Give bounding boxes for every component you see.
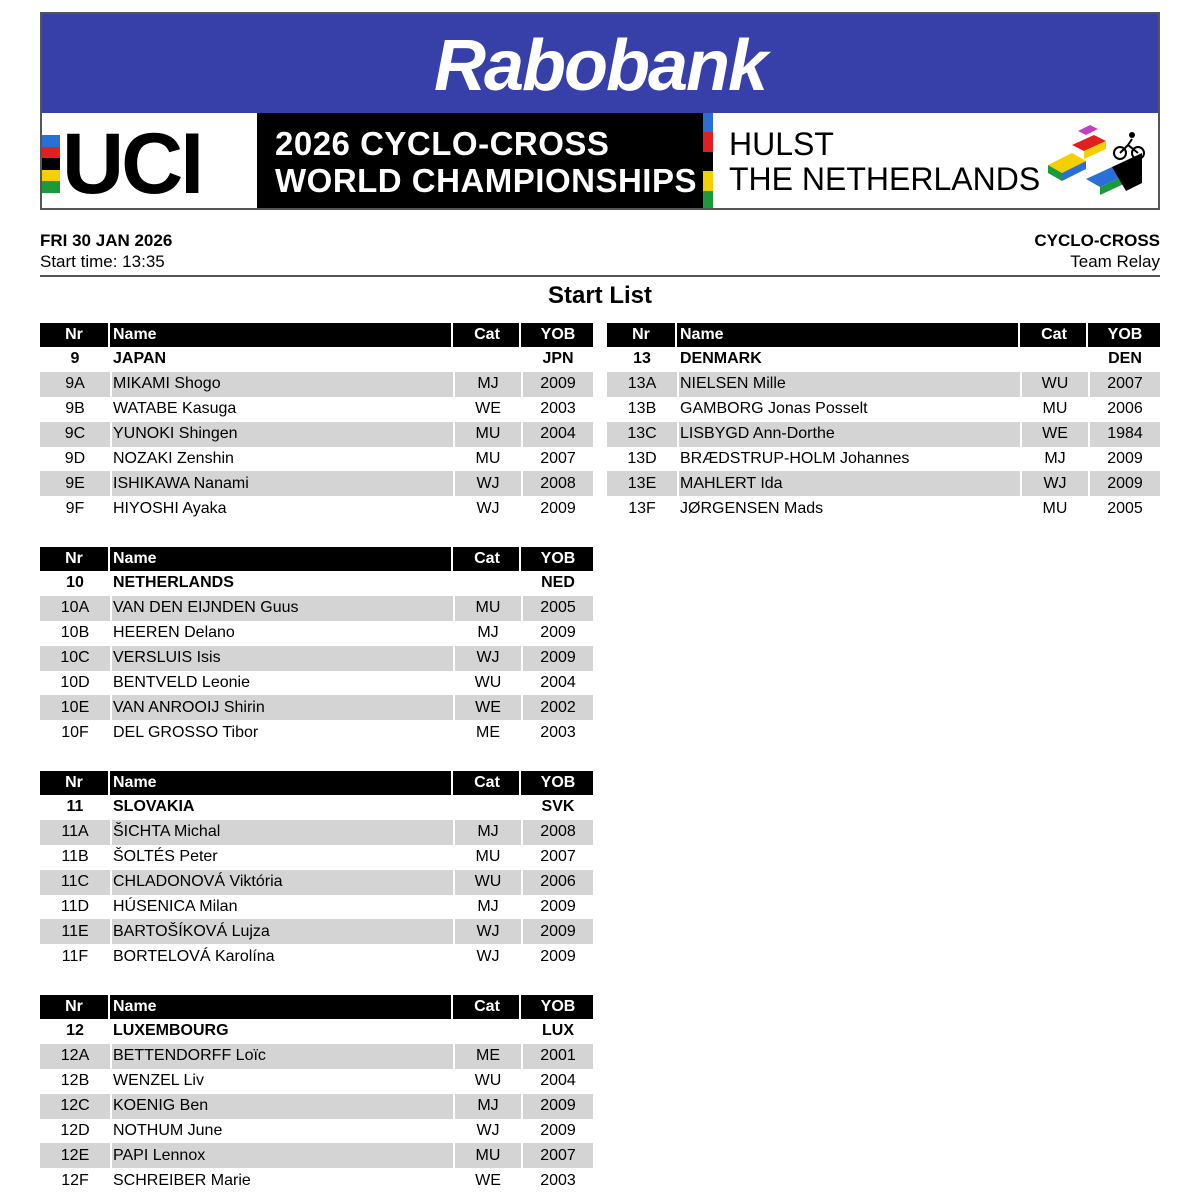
rider-yob: 2009 <box>540 649 576 667</box>
rider-yob: 2004 <box>540 674 576 691</box>
rider-row <box>40 720 593 745</box>
table-header <box>40 323 593 347</box>
rider-yob: 2009 <box>540 1097 576 1115</box>
rider-number: 9F <box>65 499 85 517</box>
team-name: SLOVAKIA <box>113 798 195 816</box>
rider-yob: 2008 <box>540 474 576 492</box>
column-separator <box>521 919 523 944</box>
rider-row <box>40 496 593 521</box>
rider-number: 11F <box>61 947 89 965</box>
rider-number: 9C <box>64 425 86 443</box>
rider-name: JØRGENSEN Mads <box>680 499 824 517</box>
rider-name: VERSLUIS Isis <box>113 649 221 667</box>
rider-category: MJ <box>1044 450 1066 467</box>
rider-name: YUNOKI Shingen <box>113 425 238 443</box>
rider-name: BETTENDORFF Loïc <box>113 1047 266 1065</box>
page-title: Start List <box>547 282 652 309</box>
rider-yob: 2009 <box>1107 474 1143 492</box>
column-header-name: Name <box>113 547 453 571</box>
rider-yob: 2009 <box>540 947 576 965</box>
rider-yob: 2007 <box>540 848 576 866</box>
rider-name: BORTELOVÁ Karolína <box>113 947 275 965</box>
column-separator <box>1020 372 1022 397</box>
rider-yob: 2008 <box>540 823 576 841</box>
column-separator <box>453 372 455 397</box>
rider-row <box>40 372 593 397</box>
column-header-nr: Nr <box>40 547 110 571</box>
rider-category: MU <box>475 599 501 617</box>
column-header-yob: YOB <box>540 550 576 567</box>
rider-name: NOTHUM June <box>113 1122 223 1139</box>
host-country: THE NETHERLANDS <box>729 161 1041 197</box>
column-separator <box>521 372 523 397</box>
rider-number: 12A <box>60 1047 90 1065</box>
column-separator <box>521 1094 523 1119</box>
team-row <box>40 795 593 820</box>
rider-name: NOZAKI Zenshin <box>113 450 234 467</box>
rider-yob: 2005 <box>540 599 576 617</box>
rider-name: BARTOŠÍKOVÁ Lujza <box>113 922 270 940</box>
rider-category: WU <box>474 674 502 691</box>
rider-yob: 2002 <box>540 698 576 716</box>
rider-category: MU <box>475 1146 501 1164</box>
rider-row <box>40 1143 593 1168</box>
rider-number: 9D <box>64 450 86 467</box>
column-separator <box>110 471 112 496</box>
rider-category: WU <box>474 1072 502 1090</box>
rider-category: MU <box>475 425 501 443</box>
rider-number: 10B <box>60 624 90 642</box>
rider-yob: 2001 <box>540 1047 576 1065</box>
column-header-cat: Cat <box>455 771 521 795</box>
rider-yob: 2005 <box>1107 499 1143 517</box>
column-separator <box>1020 471 1022 496</box>
rider-category: WE <box>475 698 501 716</box>
column-header-cat: Cat <box>455 323 521 347</box>
rider-category: ME <box>476 723 500 741</box>
start-time: Start time: 13:35 <box>40 252 165 271</box>
rider-row <box>607 397 1160 422</box>
rider-row <box>40 621 593 646</box>
rider-yob: 2009 <box>540 375 576 393</box>
rider-row <box>40 422 593 447</box>
rider-yob: 2009 <box>540 624 576 642</box>
rider-category: WJ <box>476 474 500 492</box>
rider-row <box>40 820 593 845</box>
event-date-block <box>40 230 172 272</box>
rider-row <box>40 596 593 621</box>
rider-row <box>40 919 593 944</box>
team-name: NETHERLANDS <box>113 574 234 592</box>
rider-row <box>607 471 1160 496</box>
rider-number: 13D <box>627 450 657 467</box>
rider-category: WJ <box>476 922 500 940</box>
column-separator <box>521 1143 523 1168</box>
rider-row <box>40 1168 593 1193</box>
rider-category: MU <box>475 848 501 866</box>
table-header <box>40 771 593 795</box>
rider-name: ISHIKAWA Nanami <box>113 474 249 492</box>
column-separator <box>453 646 455 671</box>
team-name: DENMARK <box>680 350 762 368</box>
column-separator <box>677 471 679 496</box>
column-separator <box>453 820 455 845</box>
column-separator <box>110 695 112 720</box>
rider-yob: 2009 <box>1107 450 1143 467</box>
rider-row <box>40 646 593 671</box>
column-separator <box>677 372 679 397</box>
rainbow-stripes-icon <box>42 135 60 193</box>
rider-name: HEEREN Delano <box>113 624 235 642</box>
rider-yob: 2009 <box>540 1122 576 1139</box>
team-table <box>40 995 593 1193</box>
rider-number: 10A <box>60 599 90 617</box>
rider-category: WJ <box>476 499 500 517</box>
rider-number: 10C <box>60 649 90 667</box>
championship-title-line2: WORLD CHAMPIONSHIPS <box>275 162 697 199</box>
team-table <box>607 323 1160 521</box>
rider-yob: 2007 <box>540 450 576 467</box>
rider-row <box>40 845 593 870</box>
rider-category: MJ <box>477 1097 499 1115</box>
rider-number: 12F <box>61 1171 89 1189</box>
column-header-nr: Nr <box>40 323 110 347</box>
rider-number: 13C <box>627 425 657 443</box>
rider-number: 9A <box>65 375 85 393</box>
team-name: JAPAN <box>113 350 167 368</box>
header-divider <box>40 275 1160 277</box>
host-city: HULST <box>729 126 834 162</box>
rider-yob: 2009 <box>540 898 576 915</box>
column-separator <box>110 870 112 895</box>
team-row <box>607 347 1160 372</box>
column-separator <box>677 422 679 447</box>
column-separator <box>453 870 455 895</box>
hulst-cyclist-logo-icon <box>1042 123 1152 203</box>
rider-number: 10D <box>60 674 90 691</box>
column-separator <box>521 596 523 621</box>
event-date: FRI 30 JAN 2026 <box>40 231 173 250</box>
rider-category: MJ <box>477 898 499 915</box>
discipline: CYCLO-CROSS <box>1034 231 1160 250</box>
rider-number: 12B <box>60 1072 90 1090</box>
team-number: 12 <box>66 1022 84 1040</box>
event-banner <box>40 12 1160 210</box>
column-separator <box>110 820 112 845</box>
rider-name: GAMBORG Jonas Posselt <box>680 400 868 418</box>
team-code: NED <box>541 574 575 592</box>
rider-category: WJ <box>476 1122 500 1139</box>
team-code: LUX <box>542 1022 574 1040</box>
rider-name: ŠOLTÉS Peter <box>113 848 218 866</box>
column-separator <box>453 422 455 447</box>
rider-category: WE <box>1042 425 1068 443</box>
rider-name: NIELSEN Mille <box>680 375 786 393</box>
column-separator <box>521 471 523 496</box>
event-discipline-block <box>1034 230 1160 272</box>
team-number: 11 <box>66 798 84 816</box>
rider-number: 11E <box>61 922 89 940</box>
column-separator <box>453 471 455 496</box>
column-separator <box>453 1143 455 1168</box>
column-header-nr: Nr <box>40 995 110 1019</box>
rider-row <box>40 1069 593 1094</box>
table-header <box>40 547 593 571</box>
rider-name: WENZEL Liv <box>113 1072 204 1090</box>
rider-yob: 1984 <box>1107 425 1143 443</box>
team-name: LUXEMBOURG <box>113 1022 229 1040</box>
rider-name: ŠICHTA Michal <box>113 823 221 841</box>
column-header-name: Name <box>113 323 453 347</box>
column-header-yob: YOB <box>1107 326 1143 343</box>
rider-row <box>40 671 593 696</box>
column-header-nr: Nr <box>40 771 110 795</box>
column-separator <box>521 820 523 845</box>
team-number: 13 <box>633 350 651 368</box>
rider-row <box>607 447 1160 472</box>
rider-row <box>607 422 1160 447</box>
rider-name: PAPI Lennox <box>113 1146 206 1164</box>
rider-yob: 2009 <box>540 499 576 517</box>
column-separator <box>110 372 112 397</box>
rider-number: 12C <box>60 1097 90 1115</box>
rider-number: 10E <box>60 698 90 716</box>
rider-name: LISBYGD Ann-Dorthe <box>680 425 835 443</box>
sponsor-logo-text: Rabobank <box>433 26 767 106</box>
column-header-name: Name <box>113 995 453 1019</box>
rider-name: HÚSENICA Milan <box>113 898 238 915</box>
column-header-cat: Cat <box>455 995 521 1019</box>
uci-logo <box>42 113 257 210</box>
team-number: 9 <box>70 350 80 368</box>
rider-name: MAHLERT Ida <box>680 474 783 492</box>
logo-row <box>42 113 1158 210</box>
column-separator <box>110 422 112 447</box>
column-separator <box>521 1044 523 1069</box>
rider-number: 12D <box>60 1122 90 1139</box>
championship-title-line1: 2026 CYCLO-CROSS <box>275 125 610 162</box>
team-row <box>40 347 593 372</box>
team-code: SVK <box>541 798 575 816</box>
column-separator <box>521 695 523 720</box>
team-row <box>40 571 593 596</box>
rider-yob: 2007 <box>1107 375 1143 393</box>
column-separator <box>453 919 455 944</box>
event-name: Team Relay <box>1070 252 1160 271</box>
rider-number: 9B <box>65 400 85 418</box>
rider-number: 11D <box>60 898 90 915</box>
rider-number: 11B <box>61 848 89 866</box>
column-header-yob: YOB <box>540 326 576 343</box>
rider-category: MU <box>1042 400 1068 418</box>
column-separator <box>453 1044 455 1069</box>
rider-yob: 2006 <box>1107 400 1143 418</box>
rider-category: WE <box>475 1171 501 1189</box>
rider-row <box>607 496 1160 521</box>
column-separator <box>110 919 112 944</box>
team-code: DEN <box>1108 350 1142 368</box>
rider-number: 13B <box>627 400 657 418</box>
rider-number: 11C <box>60 873 90 891</box>
rider-number: 10F <box>61 723 89 741</box>
rider-name: HIYOSHI Ayaka <box>113 499 227 517</box>
column-separator <box>110 646 112 671</box>
column-separator <box>110 1094 112 1119</box>
rider-row <box>607 372 1160 397</box>
rider-category: MU <box>475 450 501 467</box>
rider-category: WJ <box>476 947 500 965</box>
rider-name: WATABE Kasuga <box>113 400 237 418</box>
rider-name: VAN ANROOIJ Shirin <box>113 698 265 716</box>
sponsor-bar <box>42 14 1158 113</box>
column-separator <box>110 1044 112 1069</box>
rider-yob: 2004 <box>540 1072 576 1090</box>
rider-yob: 2006 <box>540 873 576 891</box>
championship-title-block <box>257 113 703 210</box>
uci-logo-text: UCI <box>62 116 202 210</box>
rider-category: MJ <box>477 823 499 841</box>
rider-category: WU <box>1041 375 1069 393</box>
rider-row <box>40 1094 593 1119</box>
column-separator <box>1088 372 1090 397</box>
rider-category: WU <box>474 873 502 891</box>
rider-row <box>40 895 593 920</box>
team-table <box>40 323 593 521</box>
rider-yob: 2004 <box>540 425 576 443</box>
column-header-name: Name <box>680 323 1020 347</box>
column-separator <box>521 646 523 671</box>
rider-category: MJ <box>477 624 499 642</box>
column-header-yob: YOB <box>540 998 576 1015</box>
rider-number: 12E <box>60 1146 90 1164</box>
rider-row <box>40 695 593 720</box>
team-table <box>40 547 593 745</box>
table-header <box>607 323 1160 347</box>
rider-row <box>40 944 593 969</box>
rider-row <box>40 870 593 895</box>
rider-yob: 2003 <box>540 723 576 741</box>
rider-name: KOENIG Ben <box>113 1097 209 1115</box>
rider-number: 13A <box>627 375 657 393</box>
column-separator <box>1088 471 1090 496</box>
rider-number: 11A <box>61 823 89 841</box>
host-city-block <box>713 113 1158 210</box>
column-separator <box>110 1143 112 1168</box>
column-header-name: Name <box>113 771 453 795</box>
rainbow-divider-icon <box>703 113 713 210</box>
team-code: JPN <box>542 350 574 368</box>
rider-category: WE <box>475 400 501 418</box>
rider-name: SCHREIBER Marie <box>113 1171 251 1189</box>
rider-category: MU <box>1042 499 1068 517</box>
rider-row <box>40 447 593 472</box>
rider-row <box>40 471 593 496</box>
rider-category: WJ <box>476 649 500 667</box>
rider-name: DEL GROSSO Tibor <box>113 723 259 741</box>
rider-name: MIKAMI Shogo <box>113 375 221 393</box>
rider-yob: 2007 <box>540 1146 576 1164</box>
rider-row <box>40 397 593 422</box>
rider-name: BRÆDSTRUP-HOLM Johannes <box>680 450 910 467</box>
rider-number: 13F <box>628 499 656 517</box>
column-separator <box>110 596 112 621</box>
column-separator <box>521 870 523 895</box>
column-header-yob: YOB <box>540 774 576 791</box>
team-number: 10 <box>66 574 84 592</box>
column-header-nr: Nr <box>607 323 677 347</box>
table-header <box>40 995 593 1019</box>
column-separator <box>1020 422 1022 447</box>
rider-category: WJ <box>1043 474 1067 492</box>
column-separator <box>453 695 455 720</box>
rider-category: MJ <box>477 375 499 393</box>
rider-category: ME <box>476 1047 500 1065</box>
column-separator <box>453 596 455 621</box>
column-separator <box>521 422 523 447</box>
rider-yob: 2003 <box>540 400 576 418</box>
column-header-cat: Cat <box>1022 323 1088 347</box>
column-header-cat: Cat <box>455 547 521 571</box>
rider-name: BENTVELD Leonie <box>113 674 250 691</box>
rider-row <box>40 1044 593 1069</box>
rider-name: VAN DEN EIJNDEN Guus <box>113 599 299 617</box>
team-table <box>40 771 593 969</box>
rider-row <box>40 1119 593 1144</box>
team-row <box>40 1019 593 1044</box>
rider-name: CHLADONOVÁ Viktória <box>113 873 283 891</box>
rider-yob: 2009 <box>540 922 576 940</box>
rider-yob: 2003 <box>540 1171 576 1189</box>
rider-number: 13E <box>627 474 657 492</box>
rider-number: 9E <box>65 474 85 492</box>
column-separator <box>453 1094 455 1119</box>
column-separator <box>1088 422 1090 447</box>
